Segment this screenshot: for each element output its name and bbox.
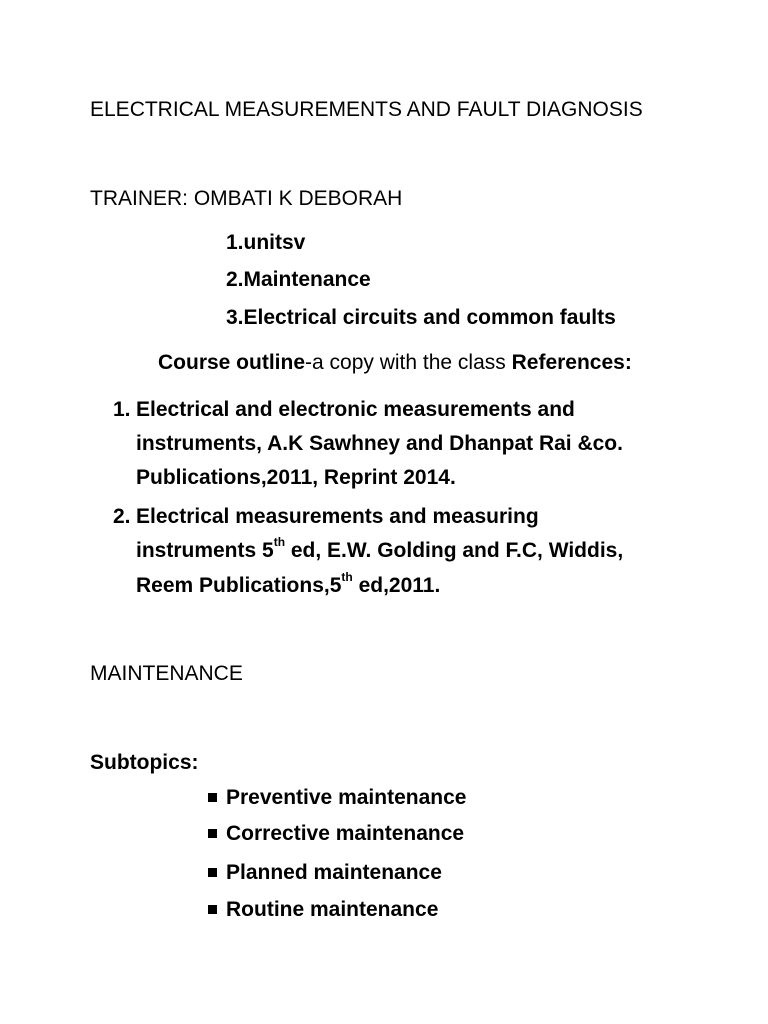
unit-item: 3.Electrical circuits and common faults — [226, 306, 616, 329]
section-heading: MAINTENANCE — [90, 662, 243, 685]
square-bullet-icon — [208, 829, 217, 838]
reference-text-line: Electrical and electronic measurements and — [136, 398, 575, 421]
trainer-line: TRAINER: OMBATI K DEBORAH — [90, 187, 403, 210]
unit-item: 2.Maintenance — [226, 268, 371, 291]
ordinal-suffix: th — [341, 570, 353, 584]
references-label: References: — [511, 351, 632, 374]
reference-text-line: Publications,2011, Reprint 2014. — [136, 466, 456, 489]
ordinal-suffix: th — [273, 535, 286, 549]
reference-number: 1. — [113, 398, 131, 421]
reference-number: 2. — [113, 505, 131, 528]
reference-text: instruments 5 — [136, 539, 274, 562]
reference-text: Reem Publications,5 — [136, 574, 342, 597]
course-outline-text: -a copy with the class — [305, 351, 512, 374]
document-title: ELECTRICAL MEASUREMENTS AND FAULT DIAGNOSIS — [90, 98, 643, 121]
square-bullet-icon — [208, 793, 217, 802]
square-bullet-icon — [208, 905, 217, 914]
subtopic-label: Routine maintenance — [226, 898, 439, 921]
unit-item: 1.unitsv — [226, 231, 306, 254]
reference-text: ed,2011. — [352, 574, 441, 597]
subtopics-label: Subtopics: — [90, 751, 199, 774]
reference-text: ed, E.W. Golding and F.C, Widdis, — [285, 539, 624, 562]
subtopic-label: Preventive maintenance — [226, 786, 467, 809]
course-outline-label: Course outline — [158, 351, 306, 374]
reference-text-line: instruments, A.K Sawhney and Dhanpat Rai &co. — [136, 432, 623, 455]
subtopic-label: Planned maintenance — [226, 861, 442, 884]
course-outline-line — [158, 350, 632, 376]
reference-text-line: Electrical measurements and measuring — [136, 505, 539, 528]
square-bullet-icon — [208, 868, 217, 877]
reference-text-line — [136, 535, 624, 564]
reference-text-line — [136, 570, 441, 599]
subtopic-label: Corrective maintenance — [226, 822, 465, 845]
